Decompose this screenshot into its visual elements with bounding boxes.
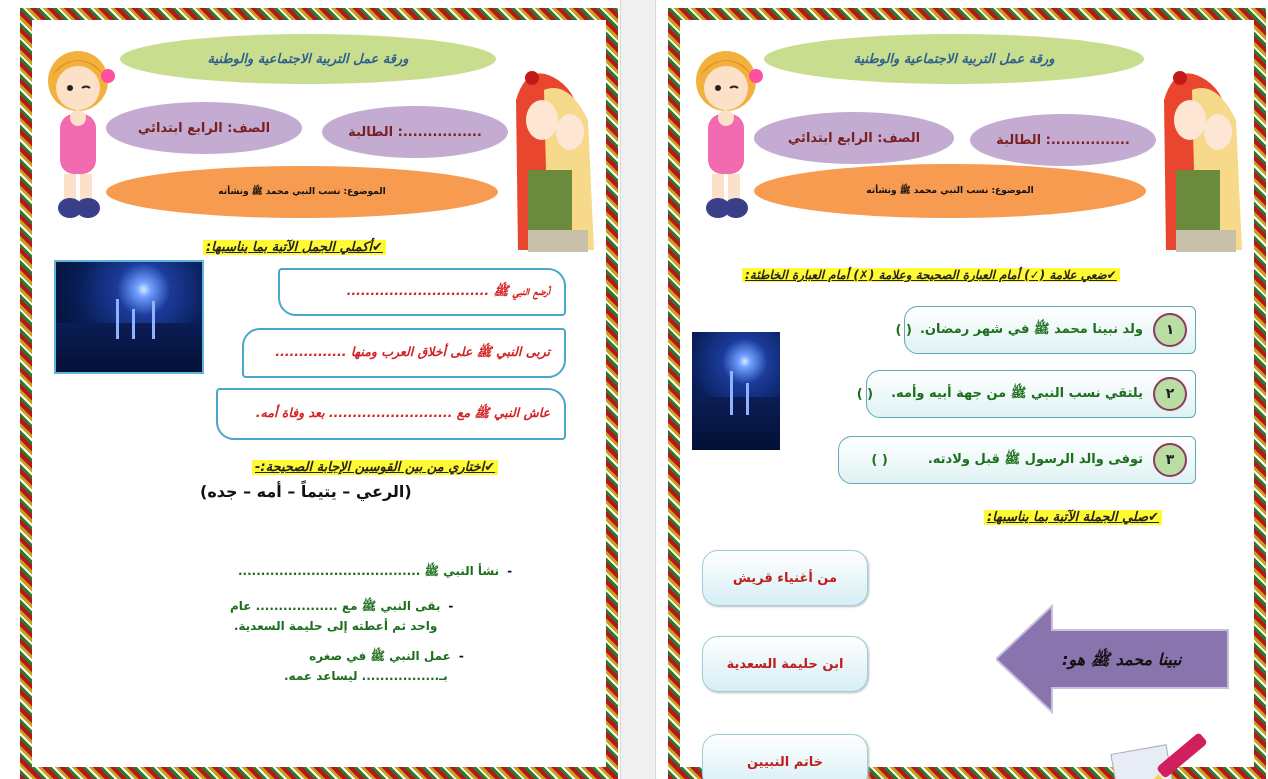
student-name-field: الطالبة :................ bbox=[322, 106, 508, 158]
answer-blank[interactable]: ( ) bbox=[895, 322, 912, 338]
anime-girls-illustration bbox=[508, 60, 596, 252]
choice-question-3-text-cont: بـ................. ليساعد عمه. bbox=[284, 669, 448, 683]
answer-blank[interactable]: ( ) bbox=[856, 386, 874, 402]
choice-question-1-text: نشأ النبي ﷺ ........................................ bbox=[238, 564, 500, 578]
choice-question-1 bbox=[238, 564, 512, 581]
choice-question-3 bbox=[284, 646, 464, 686]
anime-girls-illustration bbox=[1156, 60, 1244, 252]
bullet: - bbox=[458, 649, 464, 663]
choice-question-2-text: بقى النبي ﷺ مع .................. عام bbox=[230, 599, 441, 613]
fill-sentence-3: عاش النبي ﷺ مع .......................... بعد وفاة أمه. bbox=[216, 388, 566, 440]
choice-question-2 bbox=[230, 596, 453, 636]
true-false-statement-1 bbox=[895, 306, 1196, 354]
section-heading-complete: ✔أكملي الجمل الآتية بما يناسبها: bbox=[203, 240, 386, 255]
statement-text: توفى والد الرسول ﷺ قبل ولادته. bbox=[927, 451, 1143, 467]
statement-text: يلتقي نسب النبي ﷺ من جهة أبيه وأمه. bbox=[891, 385, 1143, 401]
word-options: (الرعي – يتيماً – أمه – جده) bbox=[200, 482, 412, 501]
page-divider bbox=[620, 0, 656, 779]
grade-label: الصف: الرابع ابتدائي bbox=[106, 102, 302, 154]
grade-label: الصف: الرابع ابتدائي bbox=[754, 112, 954, 164]
right-worksheet-page bbox=[668, 8, 1266, 779]
answer-option-2[interactable]: ابن حليمة السعدية bbox=[702, 636, 868, 692]
choice-question-3-text: عمل النبي ﷺ في صغره bbox=[309, 649, 451, 663]
worksheet-title: ورقة عمل التربية الاجتماعية والوطنية bbox=[764, 34, 1144, 84]
fill-sentence-2: تربى النبي ﷺ على أخلاق العرب ومنها ............... bbox=[242, 328, 566, 378]
section-heading-match: ✔صلي الجملة الآتية بما يناسبها: bbox=[984, 510, 1162, 525]
topic-label: الموضوع: نسب النبي محمد ﷺ ونشأته bbox=[754, 164, 1146, 218]
true-false-statement-2 bbox=[856, 370, 1196, 418]
section-heading-true-false: ✔ضعي علامة (✓) أمام العبارة الصحيحة وعلامة (✗) أمام العبارة الخاطئة: bbox=[742, 268, 1120, 282]
true-false-statement-3 bbox=[838, 436, 1196, 484]
section-heading-choose: ✔اختاري من بين القوسين الإجابة الصحيحة:- bbox=[252, 460, 498, 475]
answer-option-1[interactable]: من أغنياء قريش bbox=[702, 550, 868, 606]
topic-label: الموضوع: نسب النبي محمد ﷺ ونشأته bbox=[106, 166, 498, 218]
student-name-field: الطالبة :................ bbox=[970, 114, 1156, 166]
arrow-prompt-text: نبينا محمد ﷺ هو: bbox=[1062, 650, 1182, 669]
statement-number: ١ bbox=[1153, 313, 1187, 347]
left-worksheet-page bbox=[20, 8, 618, 779]
choice-question-2-text-cont: واحد ثم أعطته إلى حليمة السعدية. bbox=[233, 619, 438, 633]
statement-text: ولد نبينا محمد ﷺ في شهر رمضان. bbox=[919, 321, 1143, 337]
mosque-night-photo bbox=[692, 332, 780, 450]
fill-sentence-1: أرضع النبي ﷺ .............................. bbox=[278, 268, 566, 316]
statement-number: ٢ bbox=[1153, 377, 1187, 411]
answer-option-3[interactable]: خاتم النبيين bbox=[702, 734, 868, 779]
bullet: - bbox=[507, 564, 513, 578]
bullet: - bbox=[448, 599, 454, 613]
pencil-paper-icon bbox=[1108, 730, 1208, 779]
worksheet-title: ورقة عمل التربية الاجتماعية والوطنية bbox=[120, 34, 496, 84]
answer-blank[interactable]: ( ) bbox=[871, 452, 888, 468]
cartoon-girl-illustration bbox=[686, 36, 766, 226]
mosque-night-photo bbox=[54, 260, 204, 374]
statement-number: ٣ bbox=[1153, 443, 1187, 477]
